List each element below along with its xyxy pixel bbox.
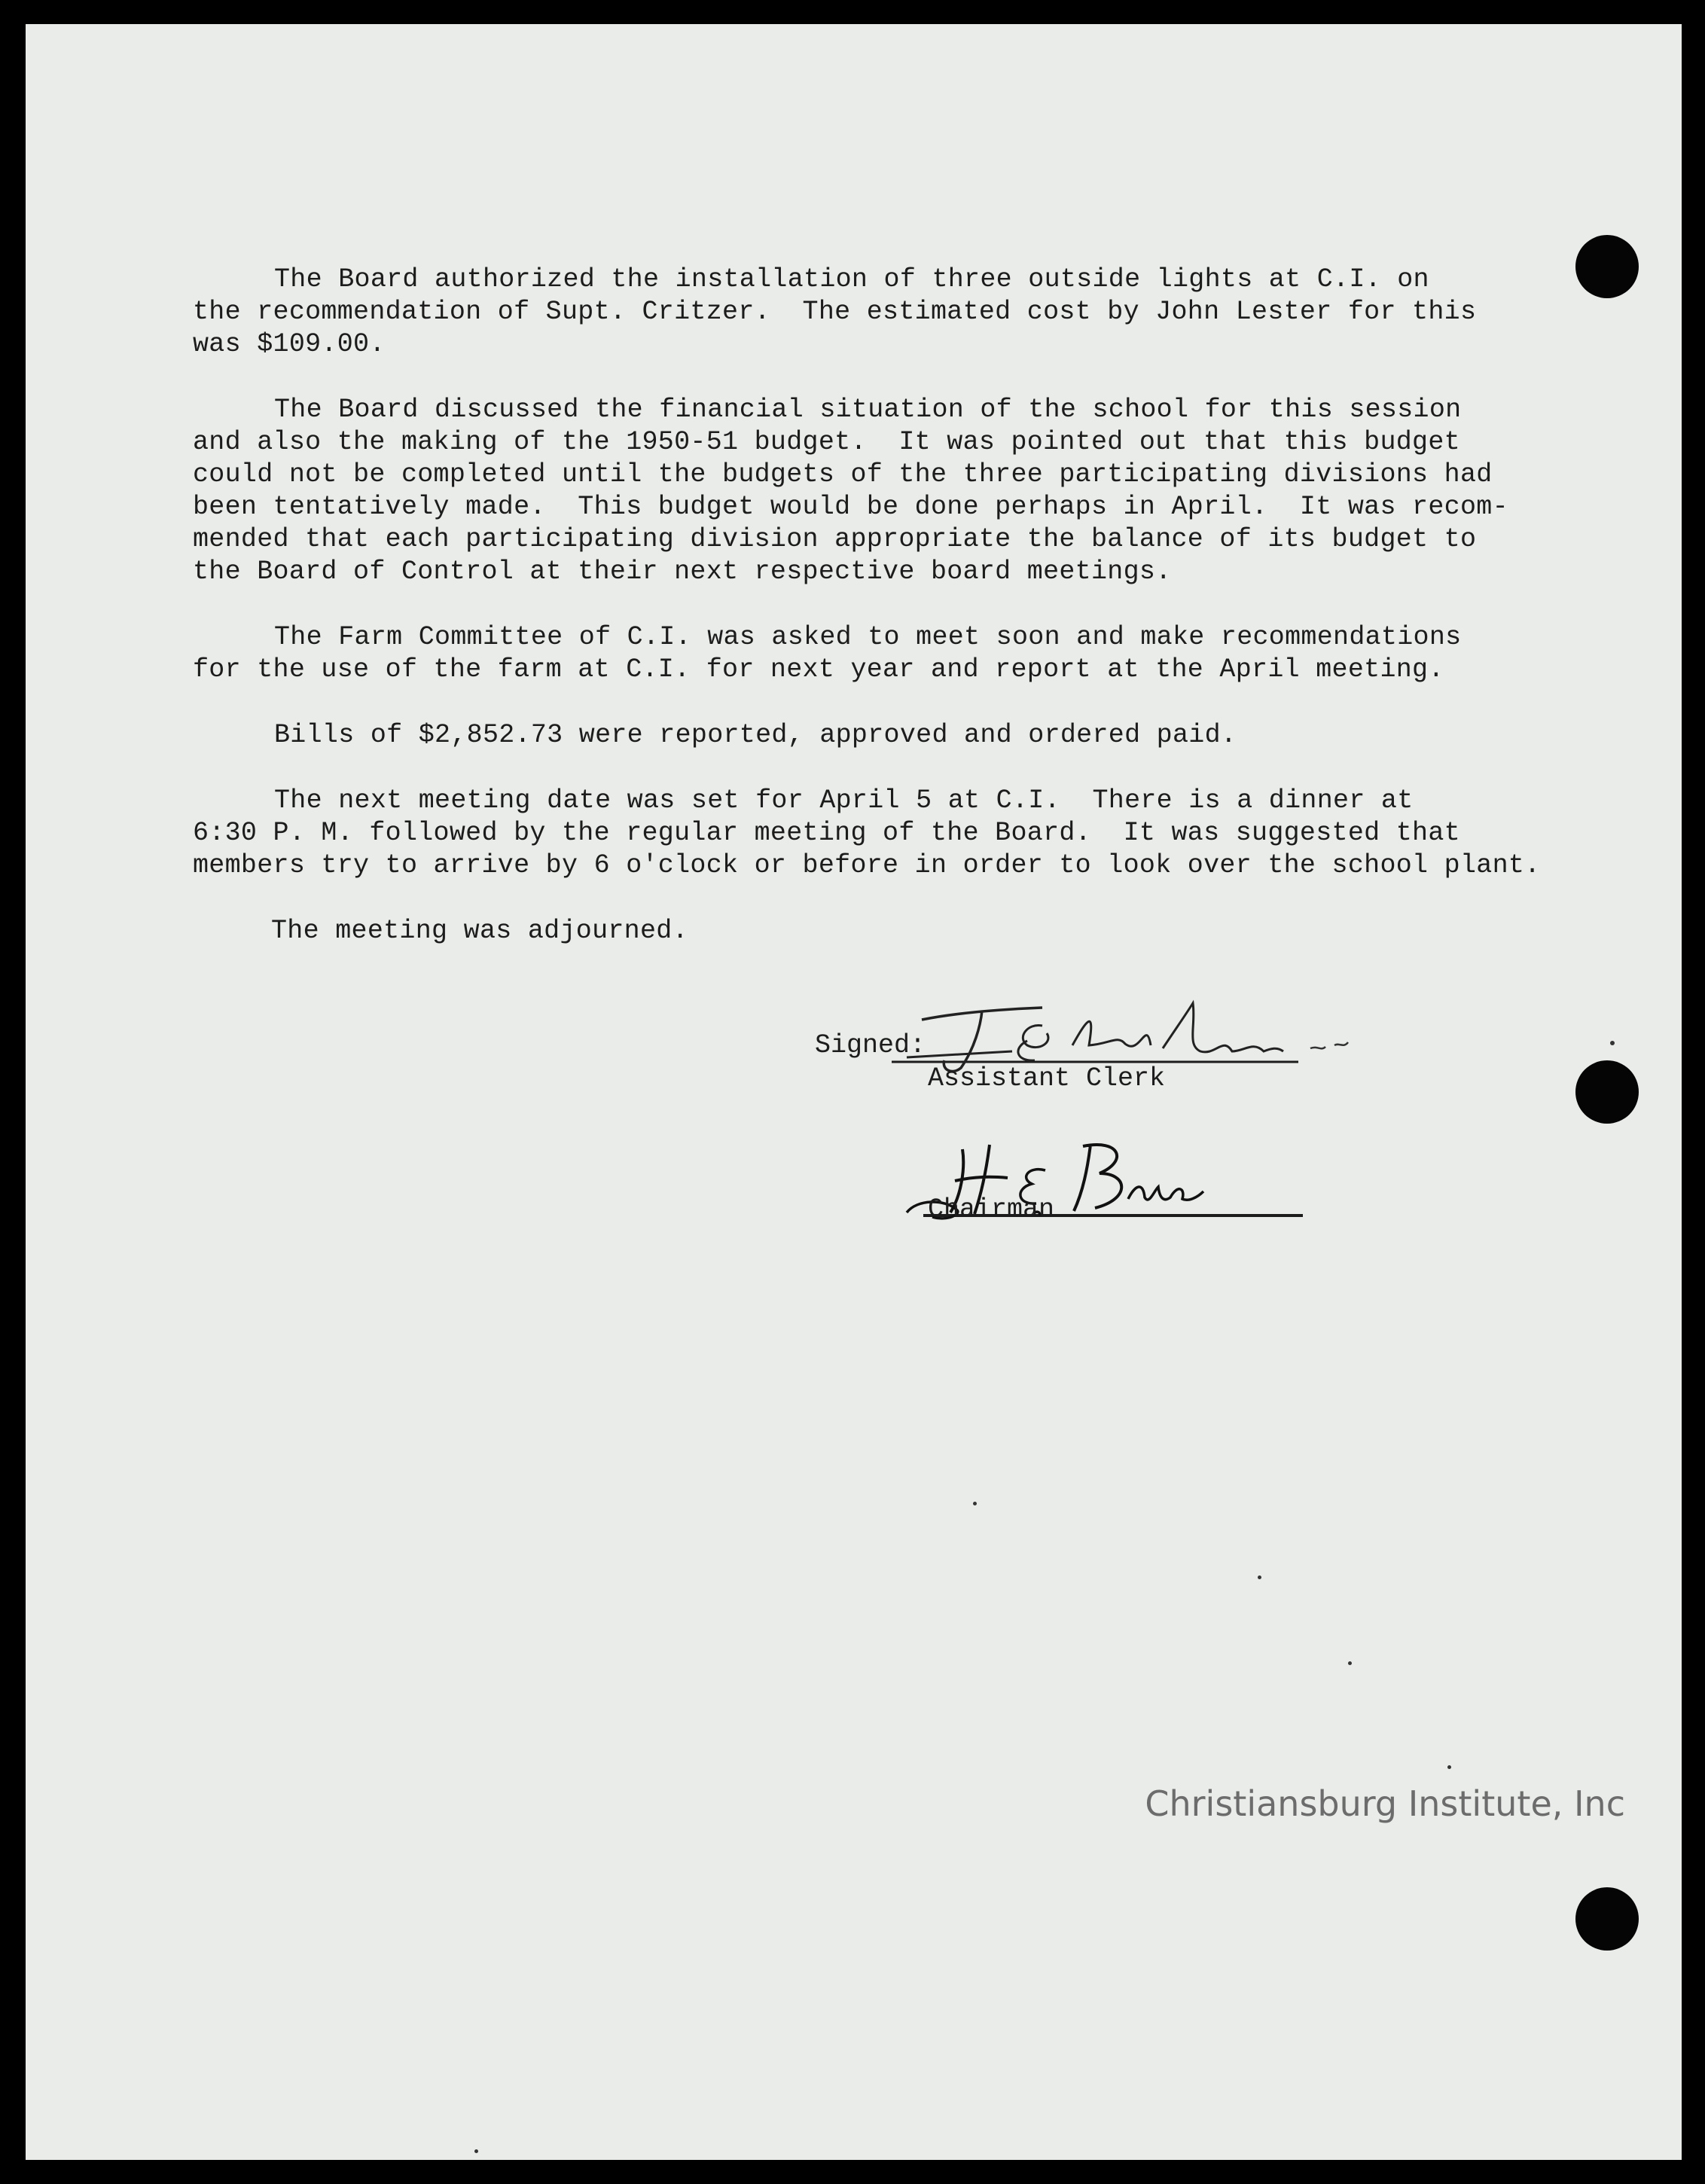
watermark-text: Christiansburg Institute, Inc — [1145, 1783, 1625, 1824]
paragraph-next-meeting: The next meeting date was set for April 5 at C.I. There is a dinner at 6:30 P. M. followed by the regular meeting of the Board. It was suggested that members try to arrive by 6 o'clock or before in order to look over the school plant. — [193, 785, 1541, 880]
paragraph-budget: The Board discussed the financial situation of the school for this session and also the making of the 1950-51 budget. It was pointed out that this budget could not be completed until the budgets of the three participating divisions had been tentatively made. This budget would be done perhaps in April. It was recom- mended that each participating division appropriate the balance of its budget to the Board of Control at their next respective board meetings. — [193, 395, 1508, 587]
punch-hole-bottom — [1575, 1887, 1639, 1951]
document-page — [26, 24, 1682, 2160]
signed-label: Signed: — [815, 1030, 926, 1060]
speck-mark — [1348, 1661, 1352, 1665]
paragraph-farm-committee: The Farm Committee of C.I. was asked to meet soon and make recommendations for the use of the farm at C.I. for next year and report at the April meeting. — [193, 622, 1462, 685]
speck-mark — [1447, 1765, 1451, 1769]
speck-mark — [973, 1502, 977, 1505]
assistant-clerk-title: Assistant Clerk — [928, 1063, 1166, 1094]
speck-mark — [1258, 1575, 1261, 1579]
paragraph-lights: The Board authorized the installation of three outside lights at C.I. on the recommendation of Supt. Critzer. The estimated cost by John Lester for this was $109.00. — [193, 264, 1477, 359]
paragraph-adjourned: The meeting was adjourned. — [271, 916, 688, 946]
speck-mark — [474, 2149, 478, 2153]
clerk-signature — [892, 973, 1419, 1078]
chairman-title: Chairman — [928, 1194, 1055, 1225]
speck-mark — [1610, 1041, 1615, 1045]
typed-minutes — [193, 264, 1563, 981]
punch-hole-middle — [1575, 1060, 1639, 1124]
paragraph-bills: Bills of $2,852.73 were reported, approved and ordered paid. — [274, 720, 1237, 750]
punch-hole-top — [1575, 235, 1639, 298]
